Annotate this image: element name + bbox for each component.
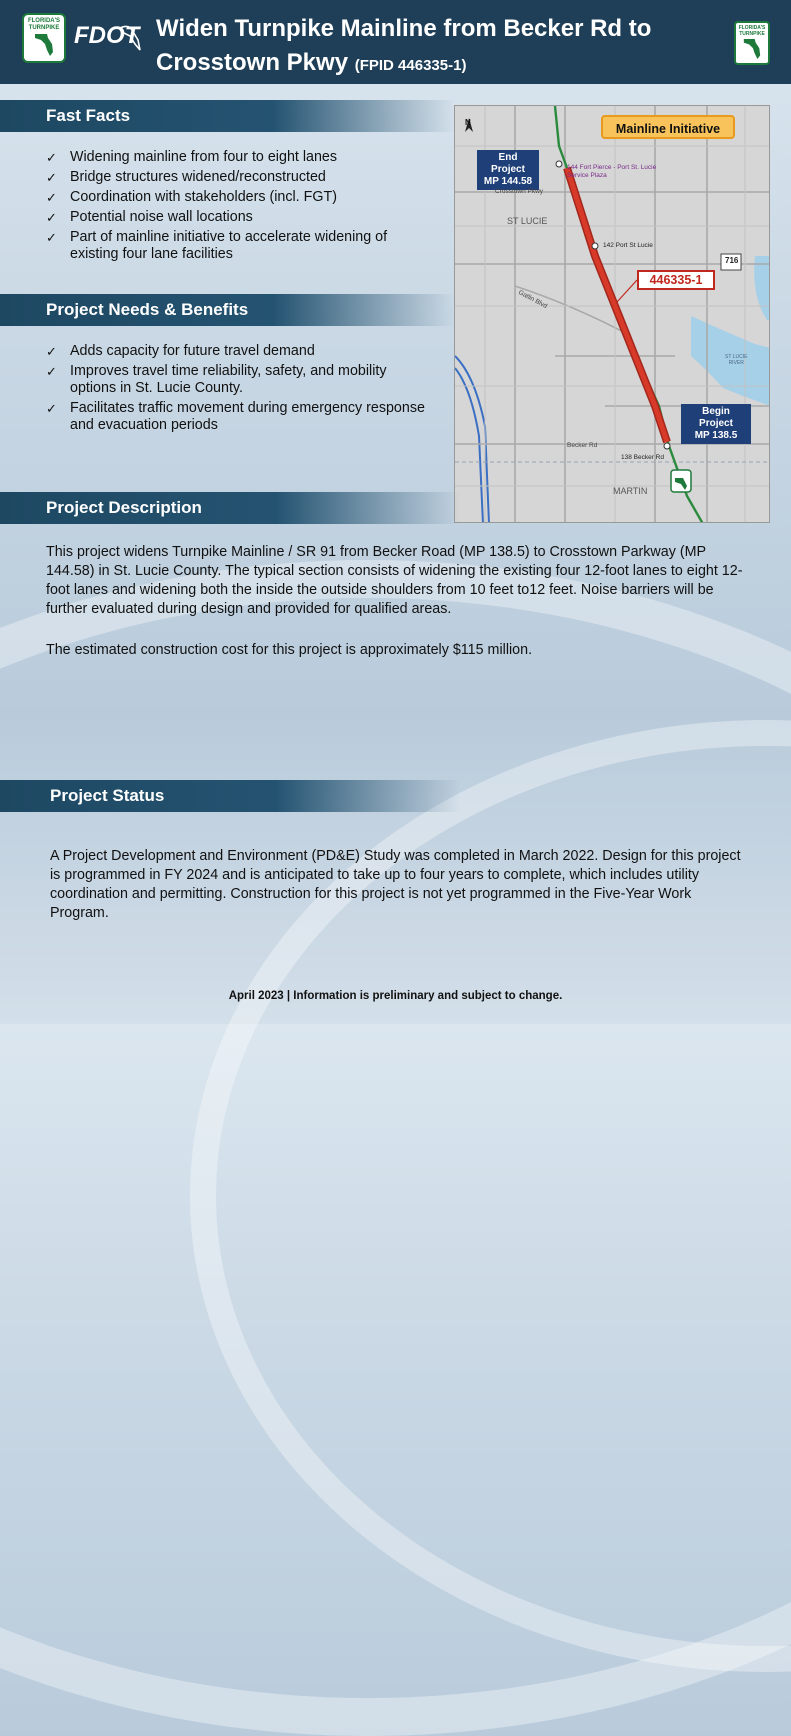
- list-item: [46, 400, 436, 434]
- list-item-text: Bridge structures widened/reconstructed: [70, 169, 326, 185]
- service-plaza-label: [567, 164, 656, 180]
- project-id-tag: 446335-1: [637, 270, 715, 290]
- st-lucie-county-label: ST LUCIE: [507, 216, 548, 226]
- turnpike-logo-right-text: FLORIDA'S TURNPIKE: [738, 25, 766, 37]
- list-item-text: Improves travel time reliability, safety, and mobility options in St. Lucie County.: [70, 363, 387, 396]
- check-icon: ✓: [46, 230, 57, 245]
- begin-project-box: [681, 404, 751, 444]
- plaza-line-2: Service Plaza: [567, 172, 607, 179]
- list-item-text: Potential noise wall locations: [70, 209, 253, 225]
- check-icon: ✓: [46, 401, 57, 416]
- check-icon: ✓: [46, 190, 57, 205]
- list-item: [46, 363, 436, 397]
- list-item: [46, 229, 436, 263]
- sr716-shield-label: 716: [725, 256, 739, 265]
- list-item: [46, 189, 436, 206]
- check-icon: ✓: [46, 170, 57, 185]
- river-label: [725, 354, 747, 366]
- header-banner: [0, 0, 791, 84]
- title-line-2: [156, 46, 716, 83]
- list-item-text: Widening mainline from four to eight lanes: [70, 149, 338, 165]
- needs-list: [46, 343, 436, 437]
- florida-icon: [742, 37, 762, 61]
- turnpike-logo: [22, 13, 66, 63]
- check-icon: ✓: [46, 364, 57, 379]
- title-line-2-text: Crosstown Pkwy: [156, 49, 349, 76]
- martin-county-label: MARTIN: [613, 486, 648, 496]
- check-icon: ✓: [46, 210, 57, 225]
- end-project-label: End Project: [491, 152, 525, 175]
- list-item-text: Part of mainline initiative to accelerate widening of existing four lane facilities: [70, 229, 388, 262]
- gatlin-blvd-label: Gatlin Blvd: [517, 289, 549, 310]
- fdot-florida-icon: [118, 24, 144, 54]
- list-item-text: Facilitates traffic movement during emergency response and evacuation periods: [70, 400, 425, 433]
- begin-project-label: Begin Project: [699, 406, 733, 429]
- turnpike-logo-text: FLORIDA'S TURNPIKE: [27, 18, 61, 31]
- mainline-initiative-badge: Mainline Initiative: [601, 115, 735, 139]
- becker-rd-label: Becker Rd: [567, 442, 598, 449]
- river-line-1: ST LUCIE: [725, 354, 748, 360]
- list-item: [46, 209, 436, 226]
- end-project-box: [477, 150, 539, 190]
- fast-facts-heading: Fast Facts: [0, 100, 455, 132]
- river-line-2: RIVER: [728, 360, 744, 366]
- check-icon: ✓: [46, 150, 57, 165]
- end-project-mp: MP 144.58: [483, 176, 533, 187]
- begin-project-mp: MP 138.5: [694, 430, 738, 441]
- florida-icon: [33, 32, 55, 58]
- crosstown-label: Crosstown Pkwy: [495, 188, 544, 195]
- footer-note: April 2023 | Information is preliminary and subject to change.: [228, 990, 563, 1002]
- page-title: [156, 12, 716, 83]
- fdot-logo: FDOT: [74, 22, 140, 49]
- project-map: [454, 105, 770, 523]
- fpid-label: (FPID 446335-1): [354, 57, 467, 74]
- list-item: [46, 343, 436, 360]
- status-paragraph: A Project Development and Environment (PD&E) Study was completed in March 2022. Design for this project is programmed in FY 2024 and is anticipated to take up to four years to complete, which includes utility coordination and permitting. Construction for this project is not yet programmed in the Five-Year Work Program.: [50, 848, 741, 921]
- title-line-1: Widen Turnpike Mainline from Becker Rd to: [156, 15, 652, 42]
- status-heading: Project Status: [0, 780, 460, 812]
- list-item-text: Adds capacity for future travel demand: [70, 343, 315, 359]
- fast-facts-list: [46, 149, 436, 266]
- description-heading: Project Description: [0, 492, 460, 524]
- list-item-text: Coordination with stakeholders (incl. FGT): [70, 189, 337, 205]
- description-paragraph-2: The estimated construction cost for this project is approximately $115 million.: [46, 642, 533, 658]
- list-item: [46, 149, 436, 166]
- description-paragraph-1: This project widens Turnpike Mainline / SR 91 from Becker Road (MP 138.5) to Crosstown Parkway (MP 144.58) in St. Lucie County. The typical section consists of widening the existing four 12-foot lanes to eight 12-foot lanes and widening both the inside the outside shoulders from 10 feet to12 feet. Noise barriers will be further evaluated during design and provided for qualified areas.: [46, 544, 743, 617]
- north-label: N: [465, 118, 471, 127]
- plaza-line-1: 144 Fort Pierce - Port St. Lucie: [567, 164, 657, 171]
- list-item: [46, 169, 436, 186]
- interchange-138-label: 138 Becker Rd: [621, 454, 664, 461]
- turnpike-logo-right: [734, 21, 770, 65]
- check-icon: ✓: [46, 344, 57, 359]
- interchange-142-label: 142 Port St Lucie: [603, 242, 653, 249]
- needs-heading: Project Needs & Benefits: [0, 294, 455, 326]
